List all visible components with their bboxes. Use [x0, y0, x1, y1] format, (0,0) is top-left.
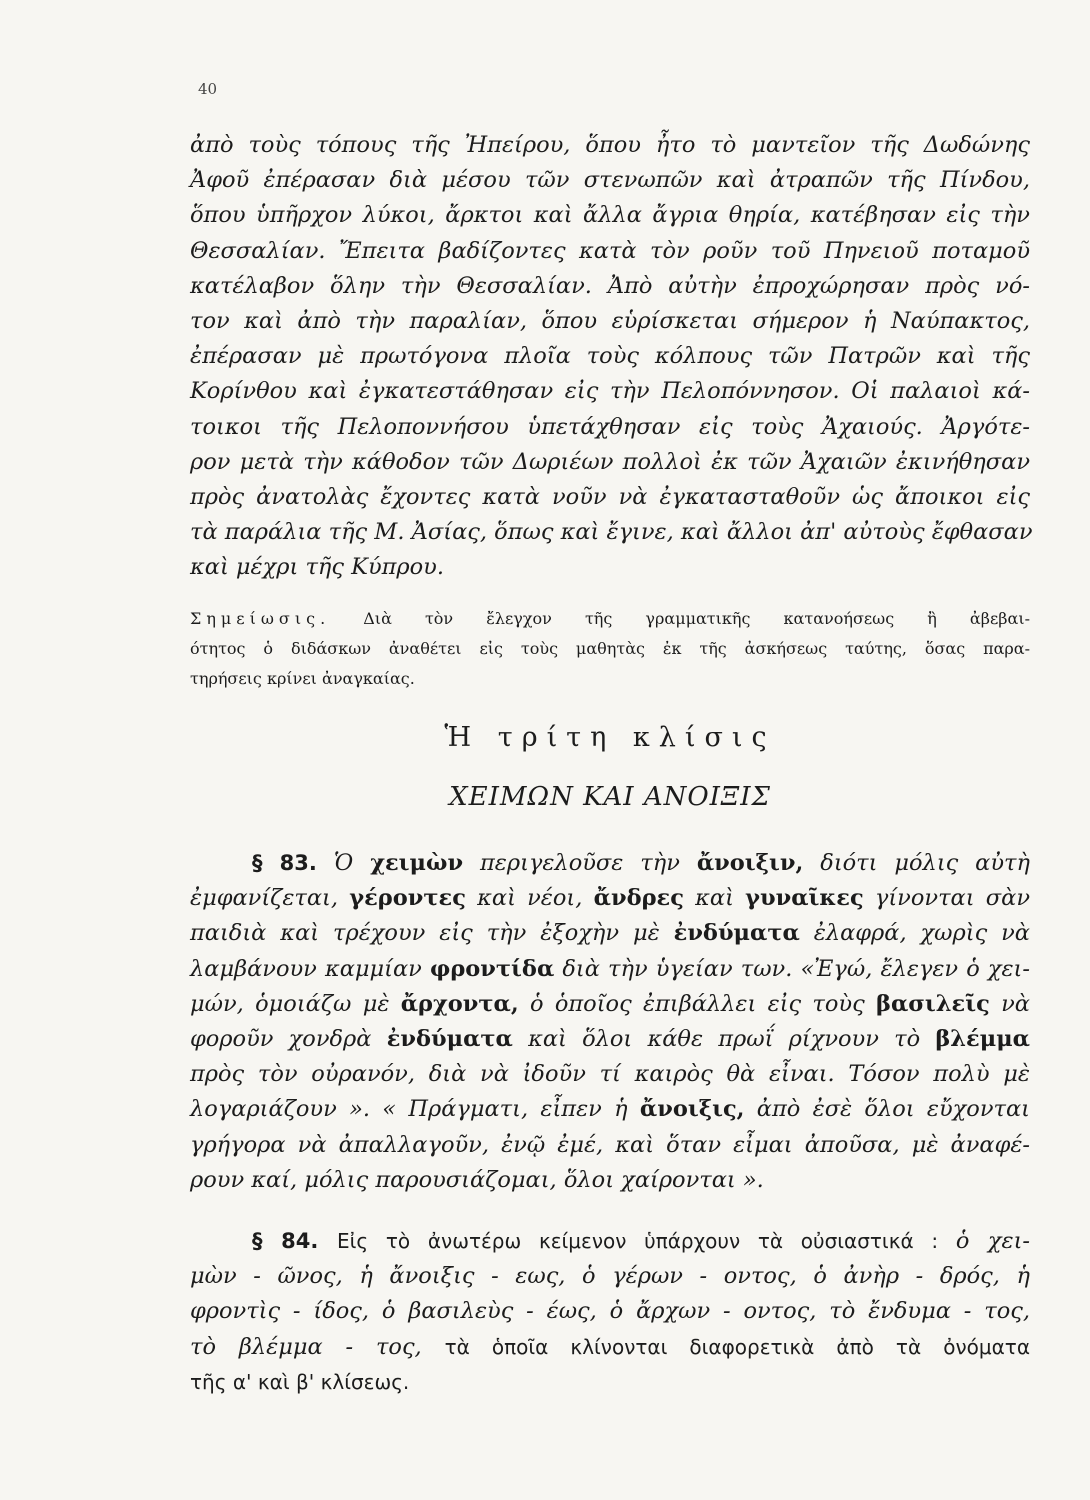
emphasized-noun: χειμὼν: [370, 850, 464, 876]
section-number: § 84.: [252, 1229, 338, 1253]
text-line: [190, 1224, 1030, 1259]
section-83: [190, 846, 1030, 1198]
text-run: καὶ ὅλοι κάθε πρωΐ ρίχνουν τὸ: [512, 1026, 936, 1053]
text-run: λαμβάνουν καμμίαν: [190, 955, 430, 982]
emphasized-noun: βλέμμα: [935, 1026, 1030, 1053]
text-line: [190, 987, 1030, 1022]
text-line: [190, 881, 1030, 916]
section-number: § 83.: [252, 851, 334, 875]
emphasized-noun: γυναῖκες: [745, 885, 864, 912]
paragraph-achaeans: [190, 128, 1033, 586]
text-line: [190, 1259, 1030, 1294]
text-run: διότι μόλις αὐτὴ: [803, 850, 1030, 876]
section-title: ΧΕΙΜΩΝ ΚΑΙ ΑΝΟΙΞΙΣ: [449, 782, 771, 812]
text-run: λογαριάζουν ». « Πράγματι, εἶπεν ἡ: [190, 1096, 640, 1123]
emphasized-noun: ἄρχοντα,: [400, 990, 519, 1017]
text-line: [190, 1022, 1030, 1057]
text-run: φροντὶς - ίδος, ὁ βασιλεὺς - έως, ὁ ἄρχων - οντος, τὸ ἔνδυμα - τος,: [190, 1298, 1030, 1325]
text-run: διὰ τὴν ὑγείαν των. «Ἐγώ, ἔλεγεν ὁ χει-: [554, 955, 1030, 982]
text-line: Κορίνθου καὶ ἐγκατεστάθησαν εἰς τὴν Πελοπόννησον. Οἱ παλαιοὶ κά-: [190, 378, 1030, 405]
text-line: πρὸς ἀνατολὰς ἔχοντες κατὰ νοῦν νὰ ἐγκατασταθοῦν ὡς ἄποικοι εἰς: [190, 484, 1030, 511]
text-line: [190, 1057, 1030, 1092]
note-label: Σημείωσις.: [190, 609, 331, 628]
text-run: ἐλαφρά, χωρὶς νὰ: [799, 920, 1030, 947]
upright-text: Εἰς τὸ ἀνωτέρω κείμενον ὑπάρχουν τὰ οὐσιαστικά :: [337, 1229, 956, 1253]
text-run: περιγελοῦσε τὴν: [463, 850, 697, 876]
section-84: [190, 1224, 1030, 1400]
text-run: ὁ ὁποῖος ἐπιβάλλει εἰς τοὺς: [518, 990, 877, 1017]
text-line: [190, 1365, 1030, 1400]
text-line: καὶ μέχρι τῆς Κύπρου.: [190, 554, 445, 581]
text-run: ἀπὸ ἐσὲ ὅλοι εὔχονται: [744, 1096, 1030, 1123]
text-line: [190, 1128, 1030, 1163]
text-line: ἐπέρασαν μὲ πρωτόγονα πλοῖα τοὺς κόλπους τῶν Πατρῶν καὶ τῆς: [190, 343, 1030, 370]
upright-text: τὰ ὁποῖα κλίνονται διαφορετικὰ ἀπὸ τὰ ὀνόματα: [444, 1334, 1030, 1359]
text-line: [190, 1294, 1030, 1329]
text-line: [190, 952, 1030, 987]
note: [190, 604, 1030, 694]
page-number: 40: [198, 80, 218, 98]
text-line: [190, 1330, 1030, 1365]
text-line: [190, 1163, 1030, 1198]
text-line: ἀπὸ τοὺς τόπους τῆς Ἠπείρου, ὅπου ἦτο τὸ μαντεῖον τῆς Δωδώνης: [190, 132, 1030, 158]
text-line: ὅπου ὑπῆρχον λύκοι, ἄρκτοι καὶ ἄλλα ἄγρια θηρία, κατέβησαν εἰς τὴν: [190, 202, 1030, 229]
text-run: μών, ὁμοιάζω μὲ: [190, 990, 401, 1017]
text-run: φοροῦν χονδρὰ: [190, 1026, 387, 1053]
text-run: καὶ: [683, 885, 746, 912]
text-line: ρον μετὰ τὴν κάθοδον τῶν Δωριέων πολλοὶ ἐκ τῶν Ἀχαιῶν ἐκινήθησαν: [190, 448, 1030, 475]
text-run: νὰ: [989, 990, 1030, 1017]
text-line: κατέλαβον ὅλην τὴν Θεσσαλίαν. Ἀπὸ αὐτὴν ἐπροχώρησαν πρὸς νό-: [190, 272, 1030, 299]
text-run: γίνονται σὰν: [863, 885, 1031, 912]
text-run: μὼν - ῶνος, ἡ ἄνοιξις - εως, ὁ γέρων - οντος, ὁ ἀνὴρ - δρός, ἡ: [190, 1263, 1030, 1290]
text-run: πρὸς τὸν οὐρανόν, διὰ νὰ ἰδοῦν τί καιρὸς θὰ εἶναι. Τόσον πολὺ μὲ: [190, 1061, 1030, 1088]
emphasized-noun: βασιλεῖς: [876, 990, 990, 1017]
text-line: τοικοι τῆς Πελοποννήσου ὑπετάχθησαν εἰς τοὺς Ἀχαιούς. Ἀργότε-: [190, 413, 1030, 440]
note-line: Σημείωσις. Διὰ τὸν ἔλεγχον τῆς γραμματικῆς κατανοήσεως ἢ ἀβεβαι-: [190, 609, 1030, 628]
text-line: [190, 846, 1030, 881]
text-line: τὰ παράλια τῆς Μ. Ἀσίας, ὅπως καὶ ἔγινε, καὶ ἄλλοι ἀπ' αὐτοὺς ἔφθασαν: [190, 519, 1033, 546]
text-run: καὶ νέοι,: [465, 885, 594, 912]
emphasized-noun: ἐνδύματα: [673, 920, 800, 947]
text-line: Ἀφοῦ ἐπέρασαν διὰ μέσου τῶν στενωπῶν καὶ ἀτραπῶν τῆς Πίνδου,: [190, 167, 1030, 194]
text-run: γρήγορα νὰ ἀπαλλαγοῦν, ἐνῷ ἐμέ, καὶ ὅταν εἶμαι ἀποῦσα, μὲ ἀναφέ-: [190, 1131, 1030, 1158]
text-run: ὁ χει-: [955, 1228, 1030, 1254]
text-line: [190, 916, 1030, 951]
text-run: ἐμφανίζεται,: [190, 885, 350, 912]
emphasized-noun: ἄνοιξιν,: [696, 850, 804, 876]
emphasized-noun: ἐνδύματα: [386, 1026, 513, 1053]
emphasized-noun: ἄνδρες: [593, 885, 684, 912]
emphasized-noun: γέροντες: [349, 885, 466, 912]
emphasized-noun: φροντίδα: [429, 955, 555, 982]
text-run: ρουν καί, μόλις παρουσιάζομαι, ὅλοι χαίρονται ».: [190, 1166, 764, 1193]
text-run: παιδιὰ καὶ τρέχουν εἰς τὴν ἐξοχὴν μὲ: [190, 920, 674, 947]
note-line: τηρήσεις κρίνει ἀναγκαίας.: [190, 669, 415, 688]
text-run: Ὁ: [333, 850, 371, 876]
upright-text: τῆς α' καὶ β' κλίσεως.: [190, 1369, 410, 1394]
text-line: [190, 1092, 1030, 1127]
text-line: Θεσσαλίαν. Ἔπειτα βαδίζοντες κατὰ τὸν ροῦν τοῦ Πηνειοῦ ποταμοῦ: [190, 237, 1030, 264]
text-run: τὸ βλέμμα - τος,: [190, 1333, 445, 1360]
note-line: ότητος ὁ διδάσκων ἀναθέτει εἰς τοὺς μαθητὰς ἐκ τῆς ἀσκήσεως ταύτης, ὅσας παρα-: [190, 639, 1030, 658]
emphasized-noun: ἄνοιξις,: [639, 1096, 745, 1123]
declension-heading: Ἡ τρίτη κλίσις: [444, 722, 776, 753]
text-line: τον καὶ ἀπὸ τὴν παραλίαν, ὅπου εὑρίσκεται σήμερον ἡ Ναύπακτος,: [190, 308, 1030, 335]
